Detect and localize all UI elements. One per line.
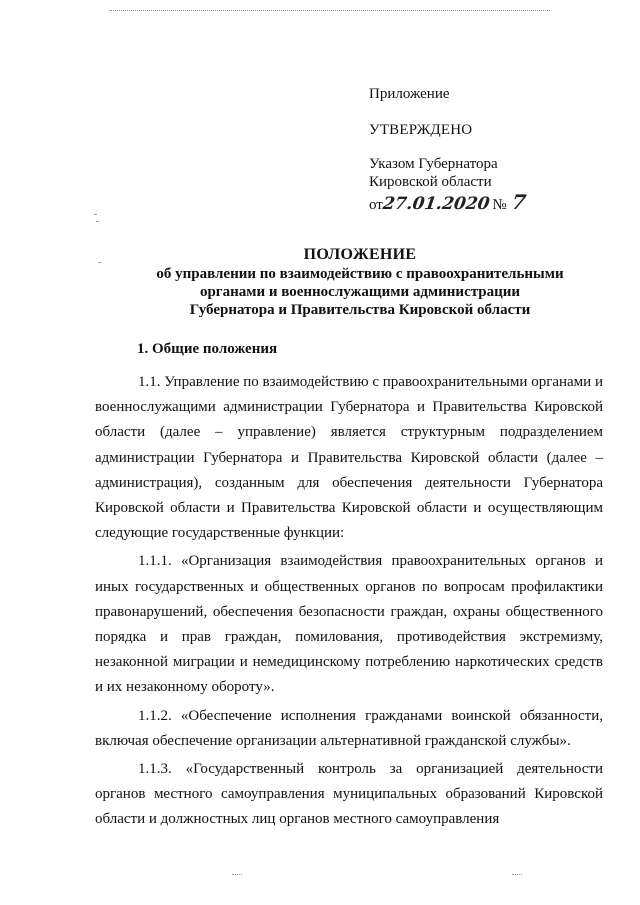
document-title-block xyxy=(60,246,640,319)
scan-artifact-bottom xyxy=(232,874,242,875)
decree-line-1: Указом Губернатора xyxy=(369,156,498,172)
section-heading: 1. Общие положения xyxy=(137,341,278,357)
decree-line-2: Кировской области xyxy=(369,174,492,190)
approved-stamp-text: УТВЕРЖДЕНО xyxy=(369,122,473,138)
document-subtitle-line-2: органами и военнослужащими администрации xyxy=(199,284,521,300)
paragraph-1-1-3: 1.1.3. «Государственный контроль за организацией деятельности органов местного самоуправления муниципальных образований Кировской области и должностных лиц органов местного самоуправления xyxy=(95,761,603,828)
date-prefix: от xyxy=(369,197,383,213)
scan-artifact-top xyxy=(110,10,550,11)
paragraph-1-1-1: 1.1.1. «Организация взаимодействия правоохранительных органов и иных государственных и общественных органов по вопросам профилактики правонарушений, обеспечения безопасности граждан, охраны общественного порядка и прав граждан, помилования, противодействия экстремизму, незаконной миграции и немедицинскому потреблению наркотических средств и их незаконному обороту». xyxy=(95,553,603,696)
appendix-label: Приложение xyxy=(369,86,450,102)
decree-date-line xyxy=(369,190,529,214)
handwritten-date: 27.01.2020 xyxy=(381,194,491,214)
paragraph-1-1-2: 1.1.2. «Обеспечение исполнения гражданами воинской обязанности, включая обеспечение организации альтернативной гражданской службы». xyxy=(95,707,603,749)
document-title: ПОЛОЖЕНИЕ xyxy=(303,246,417,263)
body-text xyxy=(95,370,603,836)
number-label: № xyxy=(492,197,507,213)
document-subtitle-line-1: об управлении по взаимодействию с правоохранительными xyxy=(156,266,564,282)
scan-speck xyxy=(96,221,99,222)
scan-artifact-bottom xyxy=(512,874,522,875)
document-subtitle-line-3: Губернатора и Правительства Кировской области xyxy=(189,302,531,318)
handwritten-number: 7 xyxy=(509,190,528,214)
paragraph-1-1: 1.1. Управление по взаимодействию с правоохранительными органами и военнослужащими администрации Губернатора и Правительства Кировской области (далее – управление) является структурным подразделением администрации Губернатора и Правительства Кировской области (далее – администрация), созданным для обеспечения деятельности Губернатора Кировской области и Правительства Кировской области и осуществляющим следующие государственные функции: xyxy=(95,374,603,542)
scan-speck xyxy=(94,214,97,215)
